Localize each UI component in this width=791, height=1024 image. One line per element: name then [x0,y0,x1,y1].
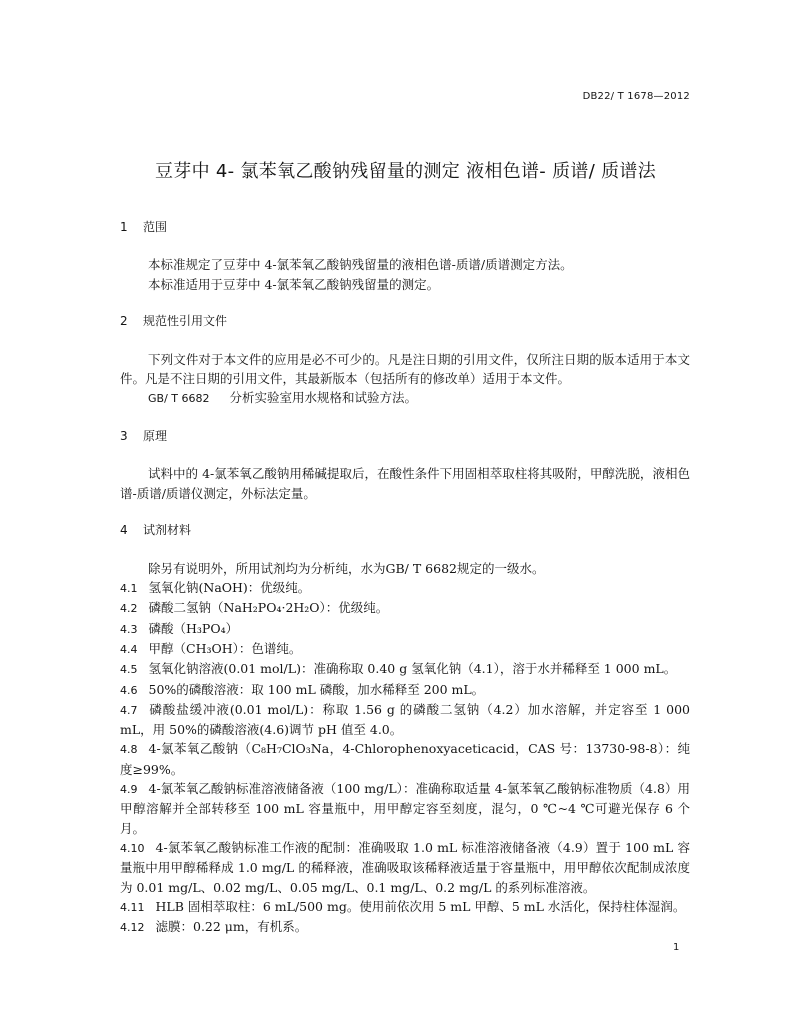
reagent-item [120,700,690,740]
reagent-item [120,619,690,639]
item-number: 4.10 [120,841,145,855]
reagent-item [120,779,690,838]
item-number: 4.4 [120,642,138,656]
item-number: 4.2 [120,602,138,616]
item-text: 4-氯苯氧乙酸钠标准工作液的配制：准确吸取 1.0 mL 标准溶液储备液（4.9）置于 100 mL 容量瓶中用甲醇稀释成 1.0 mg/L 的稀释液，准确吸取该稀释液适量于容量瓶中，用甲醇依次配制成浓度为 0.01 mg/L、0.02 mg/L、0.05 mg/L、0.1 mg/L、0.2 mg/L 的系列标准溶液。 [120,839,690,895]
item-text: 甲醇（CH₃OH）：色谱纯。 [148,640,302,656]
section-title: 原理 [143,429,168,444]
item-number: 4.9 [120,783,138,797]
paragraph: 本标准规定了豆芽中 4-氯苯氧乙酸钠残留量的液相色谱-质谱/质谱测定方法。 [148,257,573,273]
reference-entry [120,388,690,408]
reagent-item [120,659,690,679]
reagent-item [120,639,690,659]
reagent-item [120,680,690,700]
item-number: 4.8 [120,743,138,757]
section-reagents [120,521,690,937]
paragraph: 除另有说明外，所用试剂均为分析纯，水为GB/ T 6682规定的一级水。 [148,560,545,576]
section-number: 1 [120,220,128,234]
reagent-item [120,739,690,779]
section-normative-references [120,312,690,408]
document-body [120,218,690,937]
paragraph: 下列文件对于本文件的应用是必不可少的。凡是注日期的引用文件，仅所注日期的版本适用于本文件。凡是不注日期的引用文件，其最新版本（包括所有的修改单）适用于本文件。 [120,351,690,386]
item-text: 氢氧化钠(NaOH)：优级纯。 [148,580,311,596]
reagent-item [120,838,690,897]
section-number: 3 [120,429,128,444]
page-number: 1 [673,942,680,953]
item-number: 4.12 [120,921,145,935]
reagent-item [120,897,690,917]
item-number: 4.7 [120,703,138,717]
item-text: 磷酸二氢钠（NaH₂PO₄·2H₂O）：优级纯。 [148,600,389,616]
item-number: 4.11 [120,900,145,914]
item-text: HLB 固相萃取柱：6 mL/500 mg。使用前依次用 5 mL 甲醇、5 mL 水活化，保持柱体湿润。 [155,898,686,914]
section-heading [120,312,690,331]
item-text: 滤膜：0.22 μm，有机系。 [155,919,308,935]
section-number: 2 [120,314,128,329]
section-title: 试剂材料 [143,523,192,538]
section-heading [120,218,690,237]
standard-code: DB22/ T 1678—2012 [582,91,690,102]
paragraph: 试料中的 4-氯苯氧乙酸钠用稀碱提取后，在酸性条件下用固相萃取柱将其吸附，甲醇洗脱，液相色谱-质谱/质谱仪测定，外标法定量。 [120,466,690,501]
section-heading [120,427,690,446]
reagent-item [120,598,690,618]
reference-code: GB/ T 6682 [148,392,210,406]
section-principle [120,427,690,503]
reagent-item [120,917,690,937]
document-title: 豆芽中 4- 氯苯氧乙酸钠残留量的测定 液相色谱- 质谱/ 质谱法 [154,161,656,182]
section-title: 范围 [143,220,168,234]
item-text: 磷酸盐缓冲液(0.01 mol/L)：称取 1.56 g 的磷酸二氢钠（4.2）加水溶解，并定容至 1 000 mL，用 50%的磷酸溶液(4.6)调节 pH 值至 4.0。 [120,701,690,738]
item-number: 4.3 [120,622,138,636]
item-text: 50%的磷酸溶液：取 100 mL 磷酸，加水稀释至 200 mL。 [148,681,485,697]
item-text: 磷酸（H₃PO₄） [148,620,239,636]
section-title: 规范性引用文件 [143,314,228,329]
item-text: 4-氯苯氧乙酸钠标准溶液储备液（100 mg/L）：准确称取适量 4-氯苯氧乙酸钠标准物质（4.8）用甲醇溶解并全部转移至 100 mL 容量瓶中，用甲醇定容至刻度，混匀，0 ℃~4 ℃可避光保存 6 个月。 [120,781,690,836]
reference-title: 分析实验室用水规格和试验方法。 [229,390,417,406]
section-heading [120,521,690,540]
paragraph: 本标准适用于豆芽中 4-氯苯氧乙酸钠残留量的测定。 [148,276,440,292]
item-number: 4.6 [120,683,138,697]
item-text: 氢氧化钠溶液(0.01 mol/L)：准确称取 0.40 g 氢氧化钠（4.1），溶于水并稀释至 1 000 mL。 [148,661,677,677]
section-number: 4 [120,523,128,538]
item-number: 4.5 [120,663,138,677]
section-scope [120,218,690,294]
reagent-item [120,578,690,598]
item-text: 4-氯苯氧乙酸钠（C₈H₇ClO₃Na，4-Chlorophenoxyaceticacid，CAS 号：13730-98-8）：纯度≥99%。 [120,741,690,777]
item-number: 4.1 [120,582,138,596]
